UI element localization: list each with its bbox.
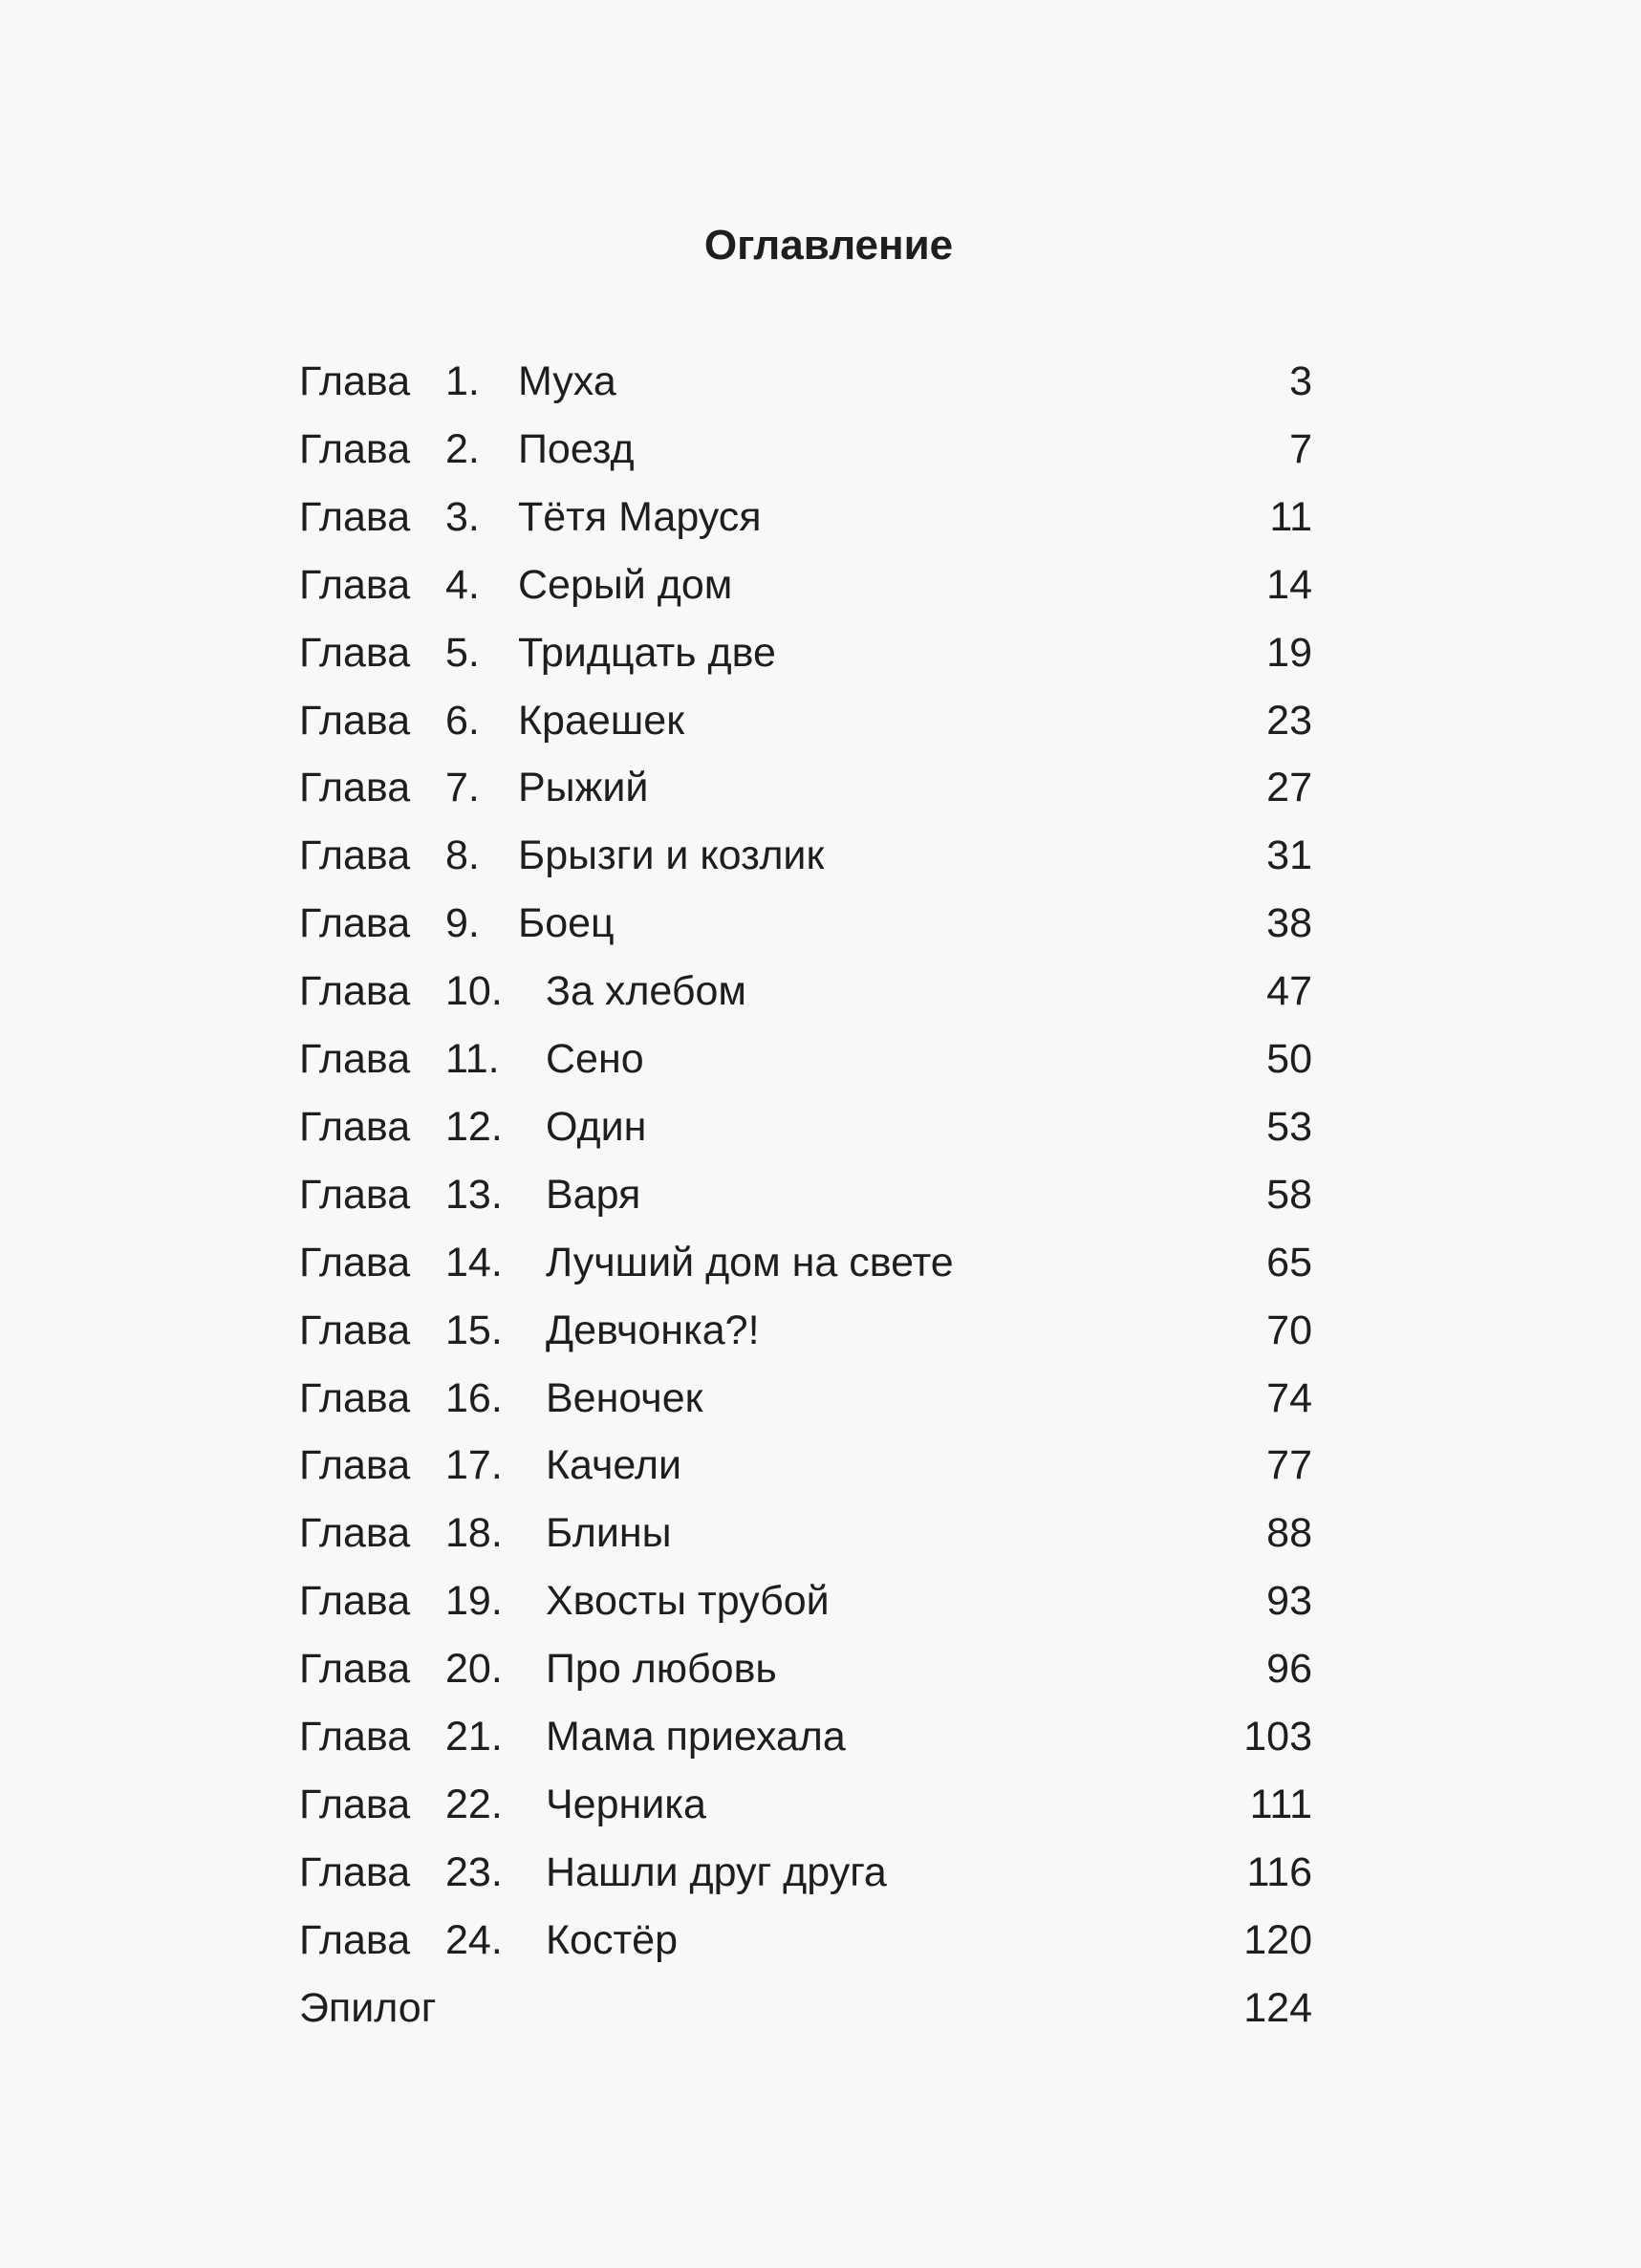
chapter-number: 7. <box>445 765 480 811</box>
chapter-number: 4. <box>445 561 480 608</box>
toc-entry-label: Глава <box>299 1510 411 1557</box>
page-number: 116 <box>1246 1848 1312 1895</box>
toc-entry <box>0 1578 1641 1635</box>
chapter-number: 20. <box>445 1646 503 1693</box>
toc-entry <box>0 358 1641 416</box>
toc-entry <box>0 1172 1641 1229</box>
chapter-title: За хлебом <box>546 968 746 1015</box>
page-number: 70 <box>1266 1307 1312 1353</box>
toc-entry-label: Глава <box>299 1442 411 1489</box>
toc-entry <box>0 1917 1641 1975</box>
chapter-number: 11. <box>445 1036 500 1082</box>
chapter-number: 1. <box>445 358 480 404</box>
chapter-title: Лучший дом на свете <box>546 1239 954 1285</box>
page-number: 93 <box>1266 1578 1312 1625</box>
page-number: 120 <box>1243 1916 1312 1963</box>
toc-entry <box>0 562 1641 619</box>
page-title: Оглавление <box>703 222 954 269</box>
toc-entry <box>0 1307 1641 1365</box>
page-number: 31 <box>1266 832 1312 879</box>
toc-entry <box>0 1714 1641 1771</box>
page-number: 38 <box>1266 900 1312 947</box>
page-number: 27 <box>1266 765 1312 811</box>
toc-entry-label: Глава <box>299 832 411 879</box>
chapter-title: Сено <box>546 1036 644 1082</box>
toc-entry <box>0 1375 1641 1433</box>
chapter-title: Тридцать две <box>518 629 776 676</box>
toc-entry-label: Глава <box>299 1374 411 1421</box>
chapter-number: 15. <box>445 1307 503 1353</box>
chapter-title: Хвосты трубой <box>546 1578 830 1625</box>
toc-entry <box>0 1442 1641 1500</box>
page-number: 88 <box>1266 1510 1312 1557</box>
toc-entry-label: Глава <box>299 1646 411 1693</box>
chapter-title: Мама приехала <box>546 1714 846 1760</box>
chapter-title: Брызги и козлик <box>518 832 825 879</box>
toc-entry-label: Глава <box>299 1239 411 1285</box>
chapter-number: 10. <box>445 968 503 1015</box>
toc-entry-label: Глава <box>299 1781 411 1827</box>
chapter-title: Муха <box>518 358 616 404</box>
chapter-number: 18. <box>445 1510 503 1557</box>
page-number: 77 <box>1266 1442 1312 1489</box>
page-number: 58 <box>1266 1171 1312 1218</box>
chapter-title: Тётя Маруся <box>518 493 762 540</box>
chapter-number: 3. <box>445 493 480 540</box>
toc-entry-label: Глава <box>299 493 411 540</box>
chapter-number: 13. <box>445 1171 503 1218</box>
chapter-number: 6. <box>445 697 480 744</box>
chapter-number: 19. <box>445 1578 503 1625</box>
chapter-number: 8. <box>445 832 480 879</box>
toc-entry <box>0 1036 1641 1093</box>
page-number: 65 <box>1266 1239 1312 1285</box>
toc-entry-label: Глава <box>299 1848 411 1895</box>
toc-entry-label: Глава <box>299 1916 411 1963</box>
page-number: 23 <box>1266 697 1312 744</box>
toc-entry <box>0 698 1641 755</box>
chapter-title: Варя <box>546 1171 641 1218</box>
chapter-title: Девчонка?! <box>546 1307 760 1353</box>
chapter-title: Качели <box>546 1442 682 1489</box>
chapter-number: 5. <box>445 629 480 676</box>
toc-entry <box>0 1510 1641 1567</box>
toc-entry-label: Глава <box>299 765 411 811</box>
chapter-number: 24. <box>445 1916 503 1963</box>
toc-entry-label: Глава <box>299 697 411 744</box>
toc-entry-label: Глава <box>299 358 411 404</box>
toc-entry <box>0 832 1641 890</box>
toc-entry <box>0 900 1641 958</box>
chapter-number: 2. <box>445 425 480 472</box>
toc-entry-label: Глава <box>299 1171 411 1218</box>
chapter-title: Краешек <box>518 697 685 744</box>
chapter-title: Блины <box>546 1510 672 1557</box>
chapter-title: Про любовь <box>546 1646 777 1693</box>
page-number: 74 <box>1266 1374 1312 1421</box>
chapter-title: Рыжий <box>518 765 649 811</box>
toc-entry <box>0 494 1641 551</box>
page-number: 3 <box>1289 358 1312 404</box>
toc-entry <box>0 1104 1641 1161</box>
page-number: 47 <box>1266 968 1312 1015</box>
page-number: 7 <box>1289 425 1312 472</box>
chapter-number: 9. <box>445 900 480 947</box>
toc-entry <box>0 630 1641 687</box>
chapter-title: Один <box>546 1103 647 1150</box>
chapter-title: Нашли друг друга <box>546 1848 887 1895</box>
page-number: 50 <box>1266 1036 1312 1082</box>
chapter-title: Костёр <box>546 1916 678 1963</box>
chapter-number: 23. <box>445 1848 503 1895</box>
toc-entry-label: Глава <box>299 1307 411 1353</box>
toc-entry <box>0 1849 1641 1907</box>
toc-entry-label: Глава <box>299 1578 411 1625</box>
page-number: 14 <box>1266 561 1312 608</box>
chapter-number: 21. <box>445 1714 503 1760</box>
chapter-number: 17. <box>445 1442 503 1489</box>
toc-entry <box>0 1782 1641 1839</box>
toc-entry-label: Глава <box>299 968 411 1015</box>
toc-entry <box>0 426 1641 484</box>
chapter-number: 22. <box>445 1781 503 1827</box>
toc-entry-label: Глава <box>299 561 411 608</box>
toc-entry-label: Эпилог <box>299 1984 437 2031</box>
toc-entry-label: Глава <box>299 629 411 676</box>
toc-entry-label: Глава <box>299 1714 411 1760</box>
page-number: 96 <box>1266 1646 1312 1693</box>
page-number: 19 <box>1266 629 1312 676</box>
toc-entry <box>0 1985 1641 2042</box>
toc-entry-label: Глава <box>299 425 411 472</box>
chapter-title: Поезд <box>518 425 635 472</box>
toc-entry <box>0 968 1641 1026</box>
page-number: 103 <box>1243 1714 1312 1760</box>
toc-entry <box>0 765 1641 822</box>
toc-entry-label: Глава <box>299 1103 411 1150</box>
toc-entry <box>0 1646 1641 1703</box>
page-number: 11 <box>1269 493 1312 540</box>
chapter-title: Веночек <box>546 1374 703 1421</box>
chapter-title: Боец <box>518 900 615 947</box>
chapter-number: 12. <box>445 1103 503 1150</box>
chapter-number: 14. <box>445 1239 503 1285</box>
page-number: 111 <box>1249 1781 1312 1827</box>
toc-entry-label: Глава <box>299 1036 411 1082</box>
page-number: 124 <box>1243 1984 1312 2031</box>
toc-entry <box>0 1240 1641 1297</box>
page-number: 53 <box>1266 1103 1312 1150</box>
chapter-title: Серый дом <box>518 561 733 608</box>
chapter-number: 16. <box>445 1374 503 1421</box>
toc-entry-label: Глава <box>299 900 411 947</box>
chapter-title: Черника <box>546 1781 706 1827</box>
